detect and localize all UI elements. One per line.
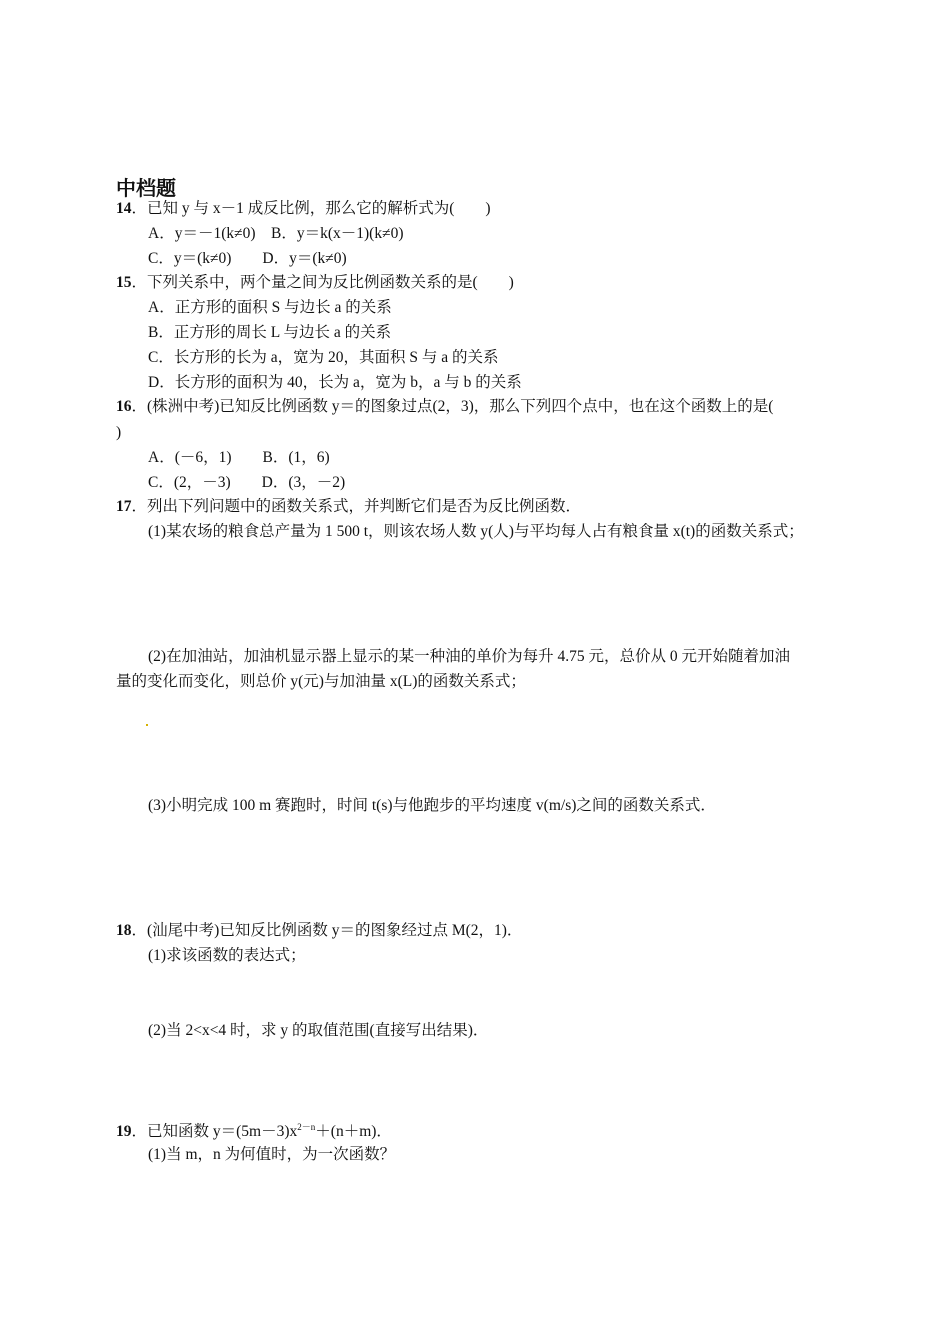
- question-number: 15: [116, 274, 132, 291]
- question-14-stem: [116, 199, 491, 219]
- question-text: ．已知 y 与 x－1 成反比例，那么它的解析式为( ): [131, 200, 491, 217]
- question-14-options-ab: A．y＝－1(k≠0) B．y＝k(x－1)(k≠0): [148, 225, 404, 242]
- question-15-option-d: D．长方形的面积为 40，长为 a，宽为 b，a 与 b 的关系: [148, 374, 522, 391]
- question-text: ．已知函数 y＝(5m－3)x: [131, 1123, 298, 1140]
- question-15-stem: [116, 273, 514, 293]
- question-number: 16: [116, 398, 132, 415]
- question-15-option-c: C．长方形的长为 a，宽为 20，其面积 S 与 a 的关系: [148, 349, 499, 366]
- question-number: 19: [116, 1123, 132, 1140]
- question-18-part-2: (2)当 2<x<4 时，求 y 的取值范围(直接写出结果)．: [148, 1022, 489, 1039]
- section-title: 中档题: [116, 176, 176, 200]
- question-16-stem: [116, 397, 773, 417]
- decorative-mark: [146, 710, 148, 730]
- question-text: ．列出下列问题中的函数关系式，并判断它们是否为反比例函数．: [131, 498, 582, 515]
- question-number: 14: [116, 200, 132, 217]
- question-number: 18: [116, 922, 132, 939]
- question-17-part-1: (1)某农场的粮食总产量为 1 500 t，则该农场人数 y(人)与平均每人占有粮食量 x(t)的函数关系式；: [148, 523, 804, 540]
- question-15-option-b: B．正方形的周长 L 与边长 a 的关系: [148, 324, 392, 341]
- question-number: 17: [116, 498, 132, 515]
- question-15-option-a: A．正方形的面积 S 与边长 a 的关系: [148, 299, 392, 316]
- question-16-options-cd: C．(2，－3) D．(3，－2): [148, 474, 346, 491]
- question-text: ．(株洲中考)已知反比例函数 y＝的图象过点(2，3)，那么下列四个点中，也在这个函数上的是(: [131, 398, 774, 415]
- question-text: ．下列关系中，两个量之间为反比例函数关系的是( ): [131, 274, 514, 291]
- question-text: ．(汕尾中考)已知反比例函数 y＝的图象经过点 M(2，1)．: [131, 922, 523, 939]
- question-17-part-2-continued: 量的变化而变化，则总价 y(元)与加油量 x(L)的函数关系式；: [116, 673, 526, 690]
- question-14-options-cd: C．y＝(k≠0) D．y＝(k≠0): [148, 250, 347, 267]
- question-19-part-1: (1)当 m，n 为何值时，为一次函数？: [148, 1146, 396, 1163]
- question-17-stem: [116, 497, 581, 517]
- question-17-part-3: (3)小明完成 100 m 赛跑时，时间 t(s)与他跑步的平均速度 v(m/s)之间的函数关系式．: [148, 797, 716, 814]
- question-18-stem: [116, 921, 522, 941]
- question-19-stem: [116, 1117, 392, 1142]
- question-17-part-2: (2)在加油站，加油机显示器上显示的某一种油的单价为每升 4.75 元，总价从 0 元开始随着加油: [148, 648, 790, 665]
- exponent: 2－n: [297, 1122, 316, 1132]
- question-16-stem-continued: ): [116, 424, 122, 441]
- question-16-options-ab: A．(－6，1) B．(1，6): [148, 449, 330, 466]
- question-text-end: ＋(n＋m)．: [315, 1123, 392, 1140]
- question-18-part-1: (1)求该函数的表达式；: [148, 947, 306, 964]
